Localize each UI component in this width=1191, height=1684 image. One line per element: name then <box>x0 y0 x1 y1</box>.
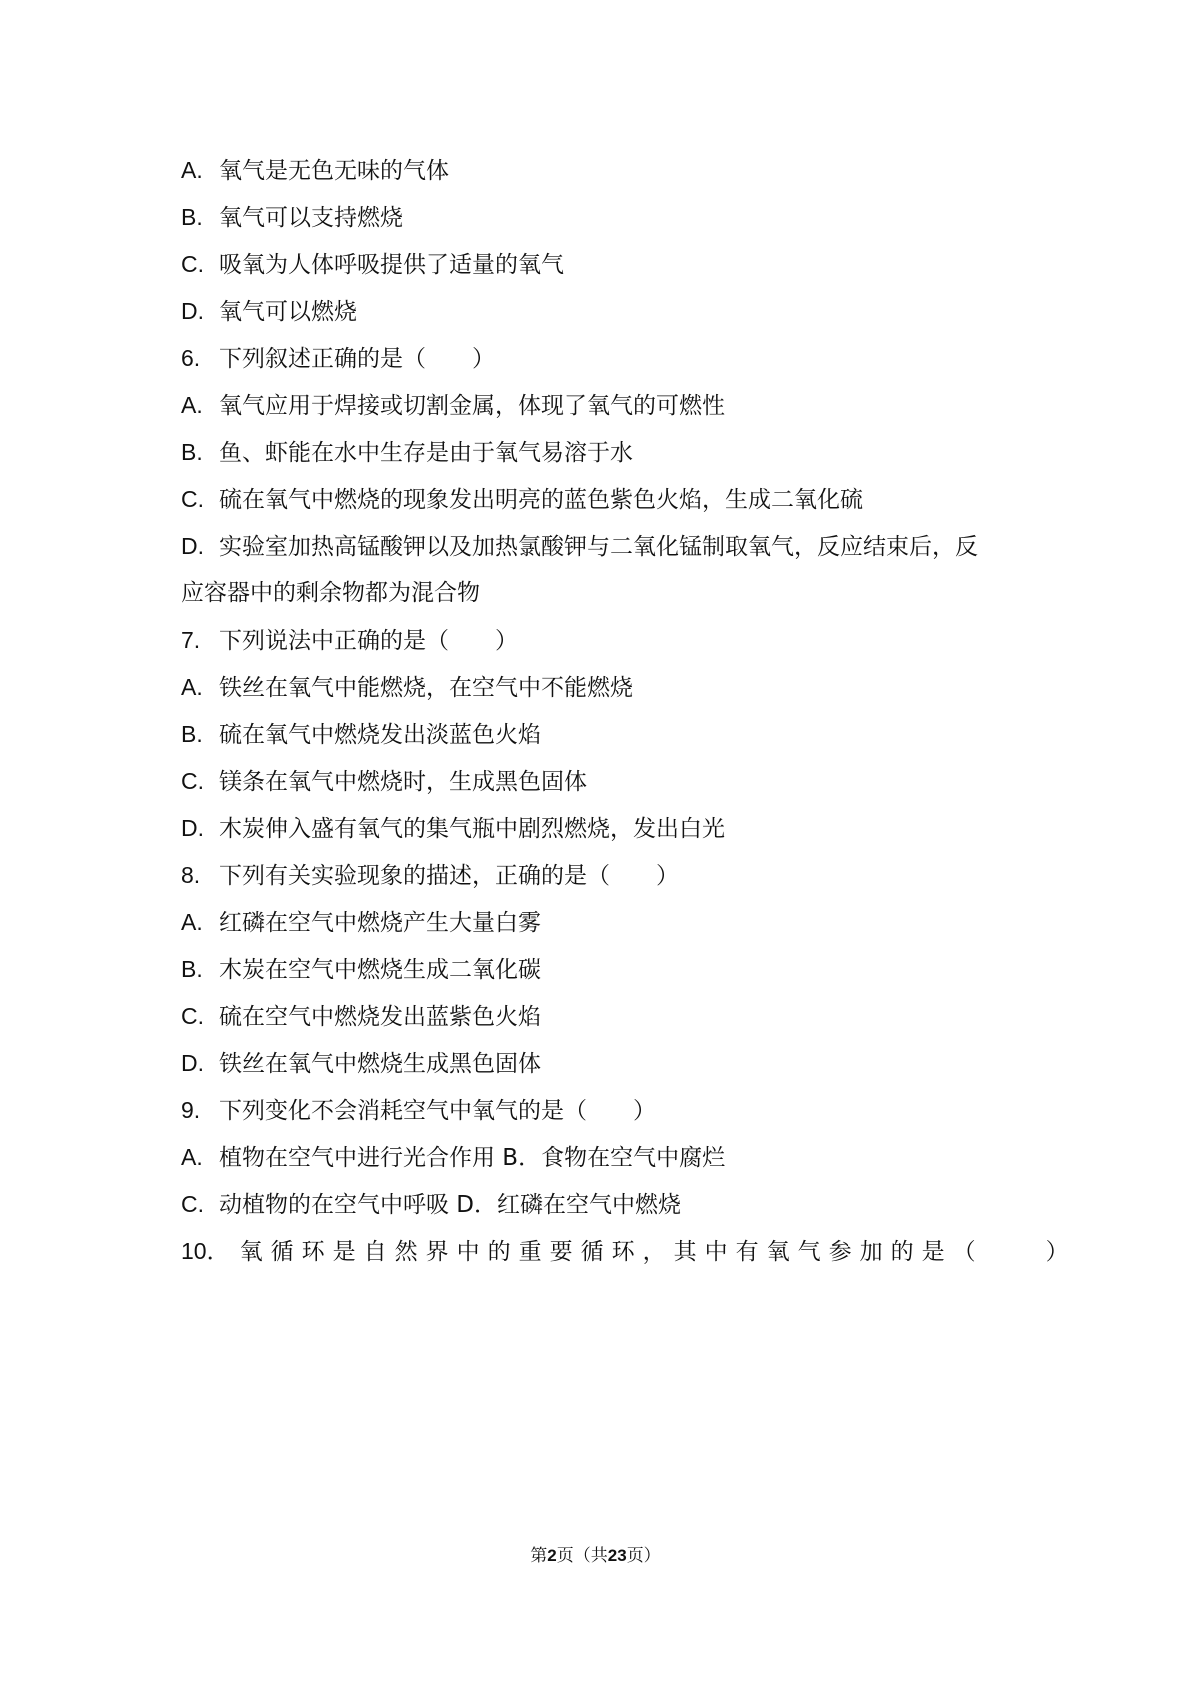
option-line <box>181 1040 1021 1087</box>
option-line <box>181 523 1021 570</box>
option-line <box>181 946 1021 993</box>
question-number: 7. <box>181 627 201 653</box>
option-label: C. <box>181 1003 204 1029</box>
option-text: 植物在空气中进行光合作用 B．食物在空气中腐烂 <box>219 1145 726 1171</box>
option-text: 镁条在氧气中燃烧时，生成黑色固体 <box>219 769 587 795</box>
question-number: 10． <box>181 1238 230 1264</box>
option-text: 铁丝在氧气中燃烧生成黑色固体 <box>219 1051 541 1077</box>
option-line <box>181 758 1021 805</box>
option-line <box>181 194 1021 241</box>
question-line <box>181 1228 1077 1275</box>
option-text: 动植物的在空气中呼吸 D．红磷在空气中燃烧 <box>219 1192 682 1218</box>
question-text: 下列有关实验现象的描述，正确的是（ ） <box>219 863 679 889</box>
option-label: A. <box>181 392 203 418</box>
option-line <box>181 241 1021 288</box>
option-text: 实验室加热高锰酸钾以及加热氯酸钾与二氧化锰制取氧气，反应结束后，反 <box>219 534 978 560</box>
option-label: C. <box>181 251 204 277</box>
footer-page-number: 2 <box>547 1546 557 1565</box>
option-label: D. <box>181 533 204 559</box>
question-line <box>181 617 1021 664</box>
option-text: 氧气应用于焊接或切割金属，体现了氧气的可燃性 <box>219 393 725 419</box>
option-line <box>181 993 1021 1040</box>
option-line <box>181 1134 1021 1181</box>
question-line <box>181 852 1021 899</box>
option-text: 红磷在空气中燃烧产生大量白雾 <box>219 910 541 936</box>
question-number: 9. <box>181 1097 201 1123</box>
option-line <box>181 805 1021 852</box>
option-line <box>181 476 1021 523</box>
footer-suffix: 页） <box>626 1546 661 1566</box>
question-text: 下列说法中正确的是（ ） <box>219 628 518 654</box>
option-label: B. <box>181 721 203 747</box>
option-line <box>181 1181 1021 1228</box>
option-label: C. <box>181 486 204 512</box>
option-continuation <box>181 570 1021 617</box>
option-text: 氧气是无色无味的气体 <box>219 158 449 184</box>
option-line <box>181 429 1021 476</box>
option-text: 应容器中的剩余物都为混合物 <box>181 580 480 606</box>
option-label: C. <box>181 768 204 794</box>
footer-total-pages: 23 <box>607 1546 627 1565</box>
question-text: 下列叙述正确的是（ ） <box>219 346 495 372</box>
question-text: 氧循环是自然界中的重要循环，其中有氧气参加的是（ ） <box>239 1239 1077 1265</box>
question-line <box>181 1087 1021 1134</box>
option-label: A. <box>181 157 203 183</box>
footer-middle: 页（共 <box>556 1546 608 1566</box>
question-line <box>181 335 1021 382</box>
option-text: 吸氧为人体呼吸提供了适量的氧气 <box>219 252 564 278</box>
option-text: 木炭伸入盛有氧气的集气瓶中剧烈燃烧，发出白光 <box>219 816 725 842</box>
option-text: 氧气可以燃烧 <box>219 299 357 325</box>
option-text: 氧气可以支持燃烧 <box>219 205 403 231</box>
option-label: A. <box>181 1144 203 1170</box>
page-footer <box>0 1541 1191 1566</box>
option-text: 铁丝在氧气中能燃烧，在空气中不能燃烧 <box>219 675 633 701</box>
option-line <box>181 382 1021 429</box>
option-text: 硫在空气中燃烧发出蓝紫色火焰 <box>219 1004 541 1030</box>
question-number: 6. <box>181 345 201 371</box>
option-label: C. <box>181 1191 204 1217</box>
option-label: B. <box>181 439 203 465</box>
option-label: A. <box>181 909 203 935</box>
footer-prefix: 第 <box>530 1546 548 1566</box>
option-label: B. <box>181 204 203 230</box>
option-line <box>181 147 1021 194</box>
option-label: B. <box>181 956 203 982</box>
page-content <box>181 147 1077 1275</box>
option-label: A. <box>181 674 203 700</box>
option-label: D. <box>181 298 204 324</box>
option-line <box>181 664 1021 711</box>
question-number: 8. <box>181 862 201 888</box>
option-line <box>181 288 1021 335</box>
option-label: D. <box>181 815 204 841</box>
option-label: D. <box>181 1050 204 1076</box>
option-text: 鱼、虾能在水中生存是由于氧气易溶于水 <box>219 440 633 466</box>
option-text: 硫在氧气中燃烧发出淡蓝色火焰 <box>219 722 541 748</box>
question-text: 下列变化不会消耗空气中氧气的是（ ） <box>219 1098 656 1124</box>
option-line <box>181 711 1021 758</box>
option-text: 木炭在空气中燃烧生成二氧化碳 <box>219 957 541 983</box>
option-text: 硫在氧气中燃烧的现象发出明亮的蓝色紫色火焰，生成二氧化硫 <box>219 487 863 513</box>
option-line <box>181 899 1021 946</box>
